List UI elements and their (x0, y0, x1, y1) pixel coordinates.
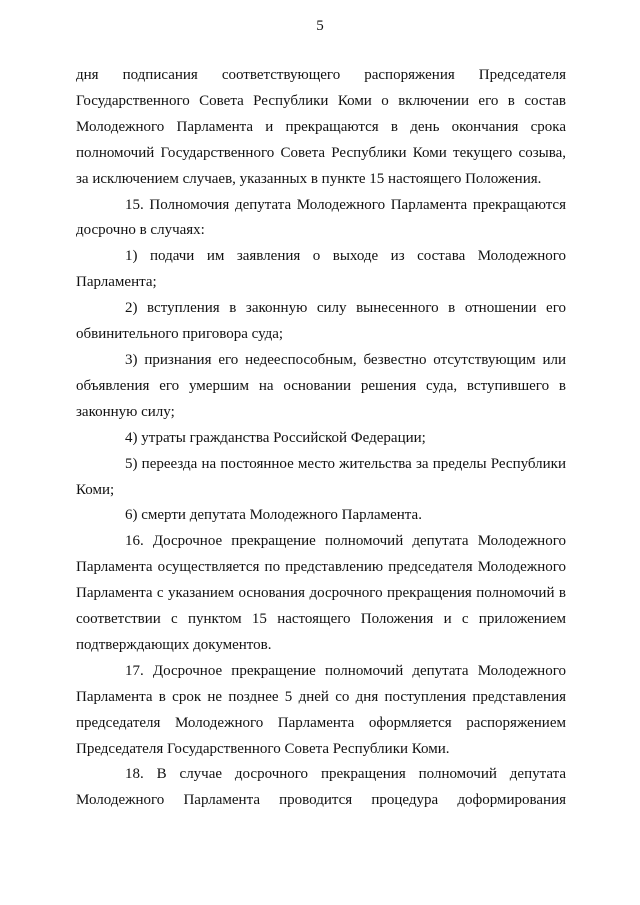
document-body (76, 63, 566, 814)
paragraph-clause-18: 18. В случае досрочного прекращения полномочий депутата Молодежного Парламента проводится процедура доформирования (76, 766, 566, 809)
list-item-5: 5) переезда на постоянное место жительства за пределы Республики Коми; (76, 455, 566, 498)
list-item-4: 4) утраты гражданства Российской Федерации; (125, 429, 426, 446)
paragraph-continuation: дня подписания соответствующего распоряжения Председателя Государственного Совета Республики Коми о включении его в состав Молодежного Парламента и прекращаются в день окончания срока полномочий Государственного Совета Республики Коми текущего созыва, за исключением случаев, указанных в пункте 15 настоящего Положения. (76, 67, 566, 187)
list-item-2: 2) вступления в законную силу вынесенного в отношении его обвинительного приговора суда; (76, 300, 566, 343)
page-number: 5 (316, 18, 324, 34)
list-item-6: 6) смерти депутата Молодежного Парламента. (125, 507, 422, 524)
paragraph-clause-15: 15. Полномочия депутата Молодежного Парламента прекращаются досрочно в случаях: (76, 196, 566, 239)
list-item-3: 3) признания его недееспособным, безвестно отсутствующим или объявления его умершим на основании решения суда, вступившего в законную силу; (76, 351, 566, 420)
list-item-1: 1) подачи им заявления о выходе из состава Молодежного Парламента; (76, 248, 566, 291)
paragraph-clause-16: 16. Досрочное прекращение полномочий депутата Молодежного Парламента осуществляется по представлению председателя Молодежного Парламента с указанием основания досрочного прекращения полномочий в соответствии с пунктом 15 настоящего Положения и с приложением подтверждающих документов. (76, 533, 566, 653)
paragraph-clause-17: 17. Досрочное прекращение полномочий депутата Молодежного Парламента в срок не позднее 5 дней со дня поступления представления председателя Молодежного Парламента оформляется распоряжением Председателя Государственного Совета Республики Коми. (76, 662, 566, 757)
